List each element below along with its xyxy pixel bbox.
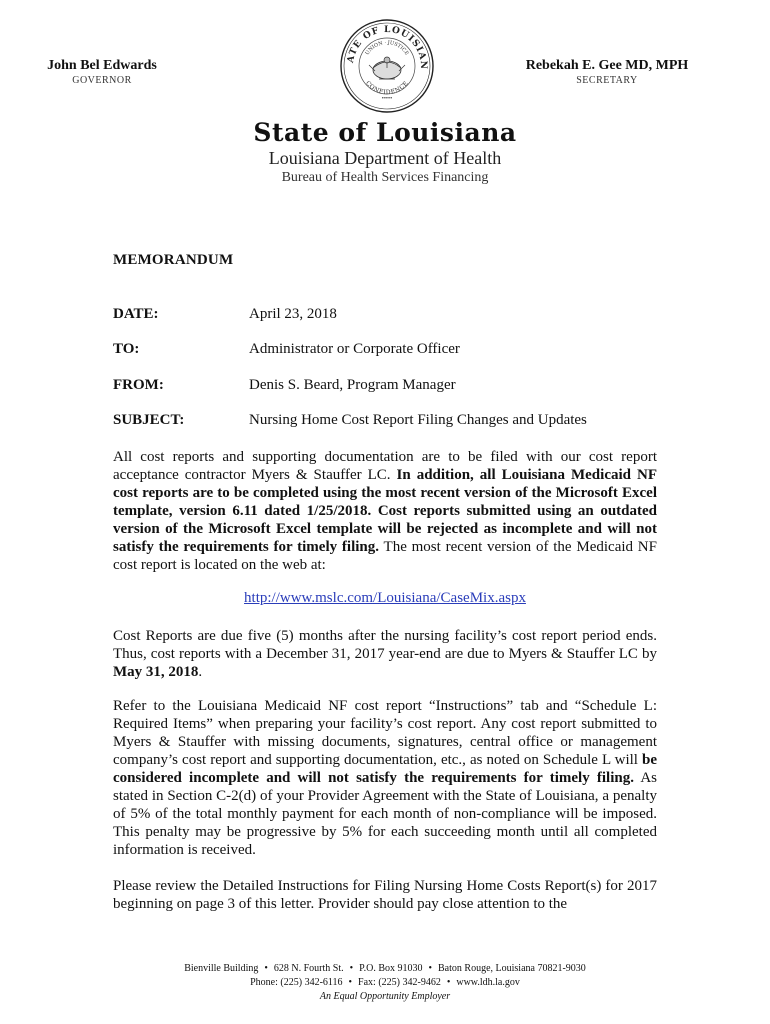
footer-building: Bienville Building	[184, 963, 259, 974]
secretary-title: SECRETARY	[576, 75, 638, 86]
date-label: DATE:	[113, 306, 159, 322]
p3-penalty: As stated in Section C-2(d) of your Provider Agreement with the State of Louisiana, a penalty of 5% of the total monthly payment for each month of non-compliance will be imposed. This penalty may be progressive by 5% for each succeeding month until all completed information is received.	[113, 770, 657, 858]
paragraph-instructions	[113, 877, 657, 913]
bureau-name: Bureau of Health Services Financing	[281, 170, 489, 185]
svg-text:•••••: •••••	[381, 96, 393, 102]
footer-phone: Phone: (225) 342-6116	[250, 977, 343, 988]
state-title: State of Louisiana	[253, 118, 517, 147]
governor-name: John Bel Edwards	[47, 58, 157, 73]
from-value: Denis S. Beard, Program Manager	[249, 377, 456, 393]
subject-value: Nursing Home Cost Report Filing Changes and Updates	[249, 412, 587, 428]
state-seal-icon	[339, 18, 435, 114]
date-value: April 23, 2018	[249, 306, 337, 322]
from-label: FROM:	[113, 377, 164, 393]
p2-period: .	[198, 664, 203, 680]
p2-text: Cost Reports are due five (5) months after the nursing facility’s cost report period ends. Thus, cost reports with a December 31, 2017 year-end are due to Myers & Stauffer LC by	[113, 628, 657, 662]
to-label: TO:	[113, 341, 140, 357]
p1-intro: All cost reports and supporting documentation are to be filed with our cost report acceptance contractor Myers & Stauffer LC.	[113, 449, 657, 483]
footer-street: 628 N. Fourth St.	[273, 963, 344, 974]
footer-pobox: P.O. Box 91030	[359, 963, 423, 974]
cost-report-url-row	[0, 590, 770, 607]
svg-text:CONFIDENCE	[364, 80, 410, 96]
secretary-name: Rebekah E. Gee MD, MPH	[525, 58, 689, 73]
p4-text: Please review the Detailed Instructions for Filing Nursing Home Costs Report(s) for 2017 beginning on page 3 of this letter. Provider should pay close attention to the	[113, 878, 657, 912]
p1-template-requirement: In addition, all Louisiana Medicaid NF cost reports are to be completed using the most recent version of the Microsoft Excel template, version 6.11 dated 1/25/2018. Cost reports submitted using an outdated version of the Microsoft Excel template will be rejected as incomplete and will not satisfy the requirements for timely filing.	[113, 467, 657, 555]
p1-location: The most recent version of the Medicaid NF cost report is located on the web at:	[113, 539, 657, 573]
seal-bottom-text: CONFIDENCE	[364, 79, 410, 97]
footer-web[interactable]: www.ldh.la.gov	[456, 977, 520, 988]
footer-city: Baton Rouge, Louisiana 70821-9030	[438, 963, 586, 974]
footer-contact: Phone: (225) 342-6116 • Fax: (225) 342-9462 • www.ldh.la.gov	[250, 977, 520, 988]
seal-inner-text: UNION · JUSTICE	[364, 39, 410, 57]
paragraph-requirements	[113, 697, 657, 859]
governor-title: GOVERNOR	[72, 75, 132, 86]
p3-intro: Refer to the Louisiana Medicaid NF cost report “Instructions” tab and “Schedule L: Required Items” when preparing your facility’s cost report. Any cost report submitted to Myers & Stauffer with missing documents, signatures, central office or management company’s cost report and supporting documentation, etc., as noted on Schedule L will	[113, 698, 657, 768]
governor-block	[22, 57, 182, 87]
footer-eoe: An Equal Opportunity Employer	[319, 991, 451, 1002]
footer-address: Bienville Building • 628 N. Fourth St. • P.O. Box 91030 • Baton Rouge, Louisiana 70821-9030	[184, 963, 586, 974]
paragraph-filing	[113, 448, 657, 574]
department-name: Louisiana Department of Health	[268, 148, 502, 168]
letterhead-footer	[0, 962, 770, 1004]
cost-report-link[interactable]: http://www.mslc.com/Louisiana/CaseMix.aspx	[244, 590, 526, 606]
p2-due-date: May 31, 2018	[113, 664, 199, 680]
svg-text:UNION · JUSTICE	[364, 40, 409, 57]
secretary-block	[522, 57, 692, 87]
seal-top-text: ATE OF LOUISIAN	[346, 24, 429, 71]
paragraph-due-date	[113, 627, 657, 681]
p3-incomplete-warning: be considered incomplete and will not satisfy the requirements for timely filing.	[113, 752, 657, 786]
to-value: Administrator or Corporate Officer	[249, 341, 460, 357]
memo-heading: MEMORANDUM	[113, 252, 234, 268]
subject-label: SUBJECT:	[113, 412, 185, 428]
footer-fax: Fax: (225) 342-9462	[358, 977, 441, 988]
